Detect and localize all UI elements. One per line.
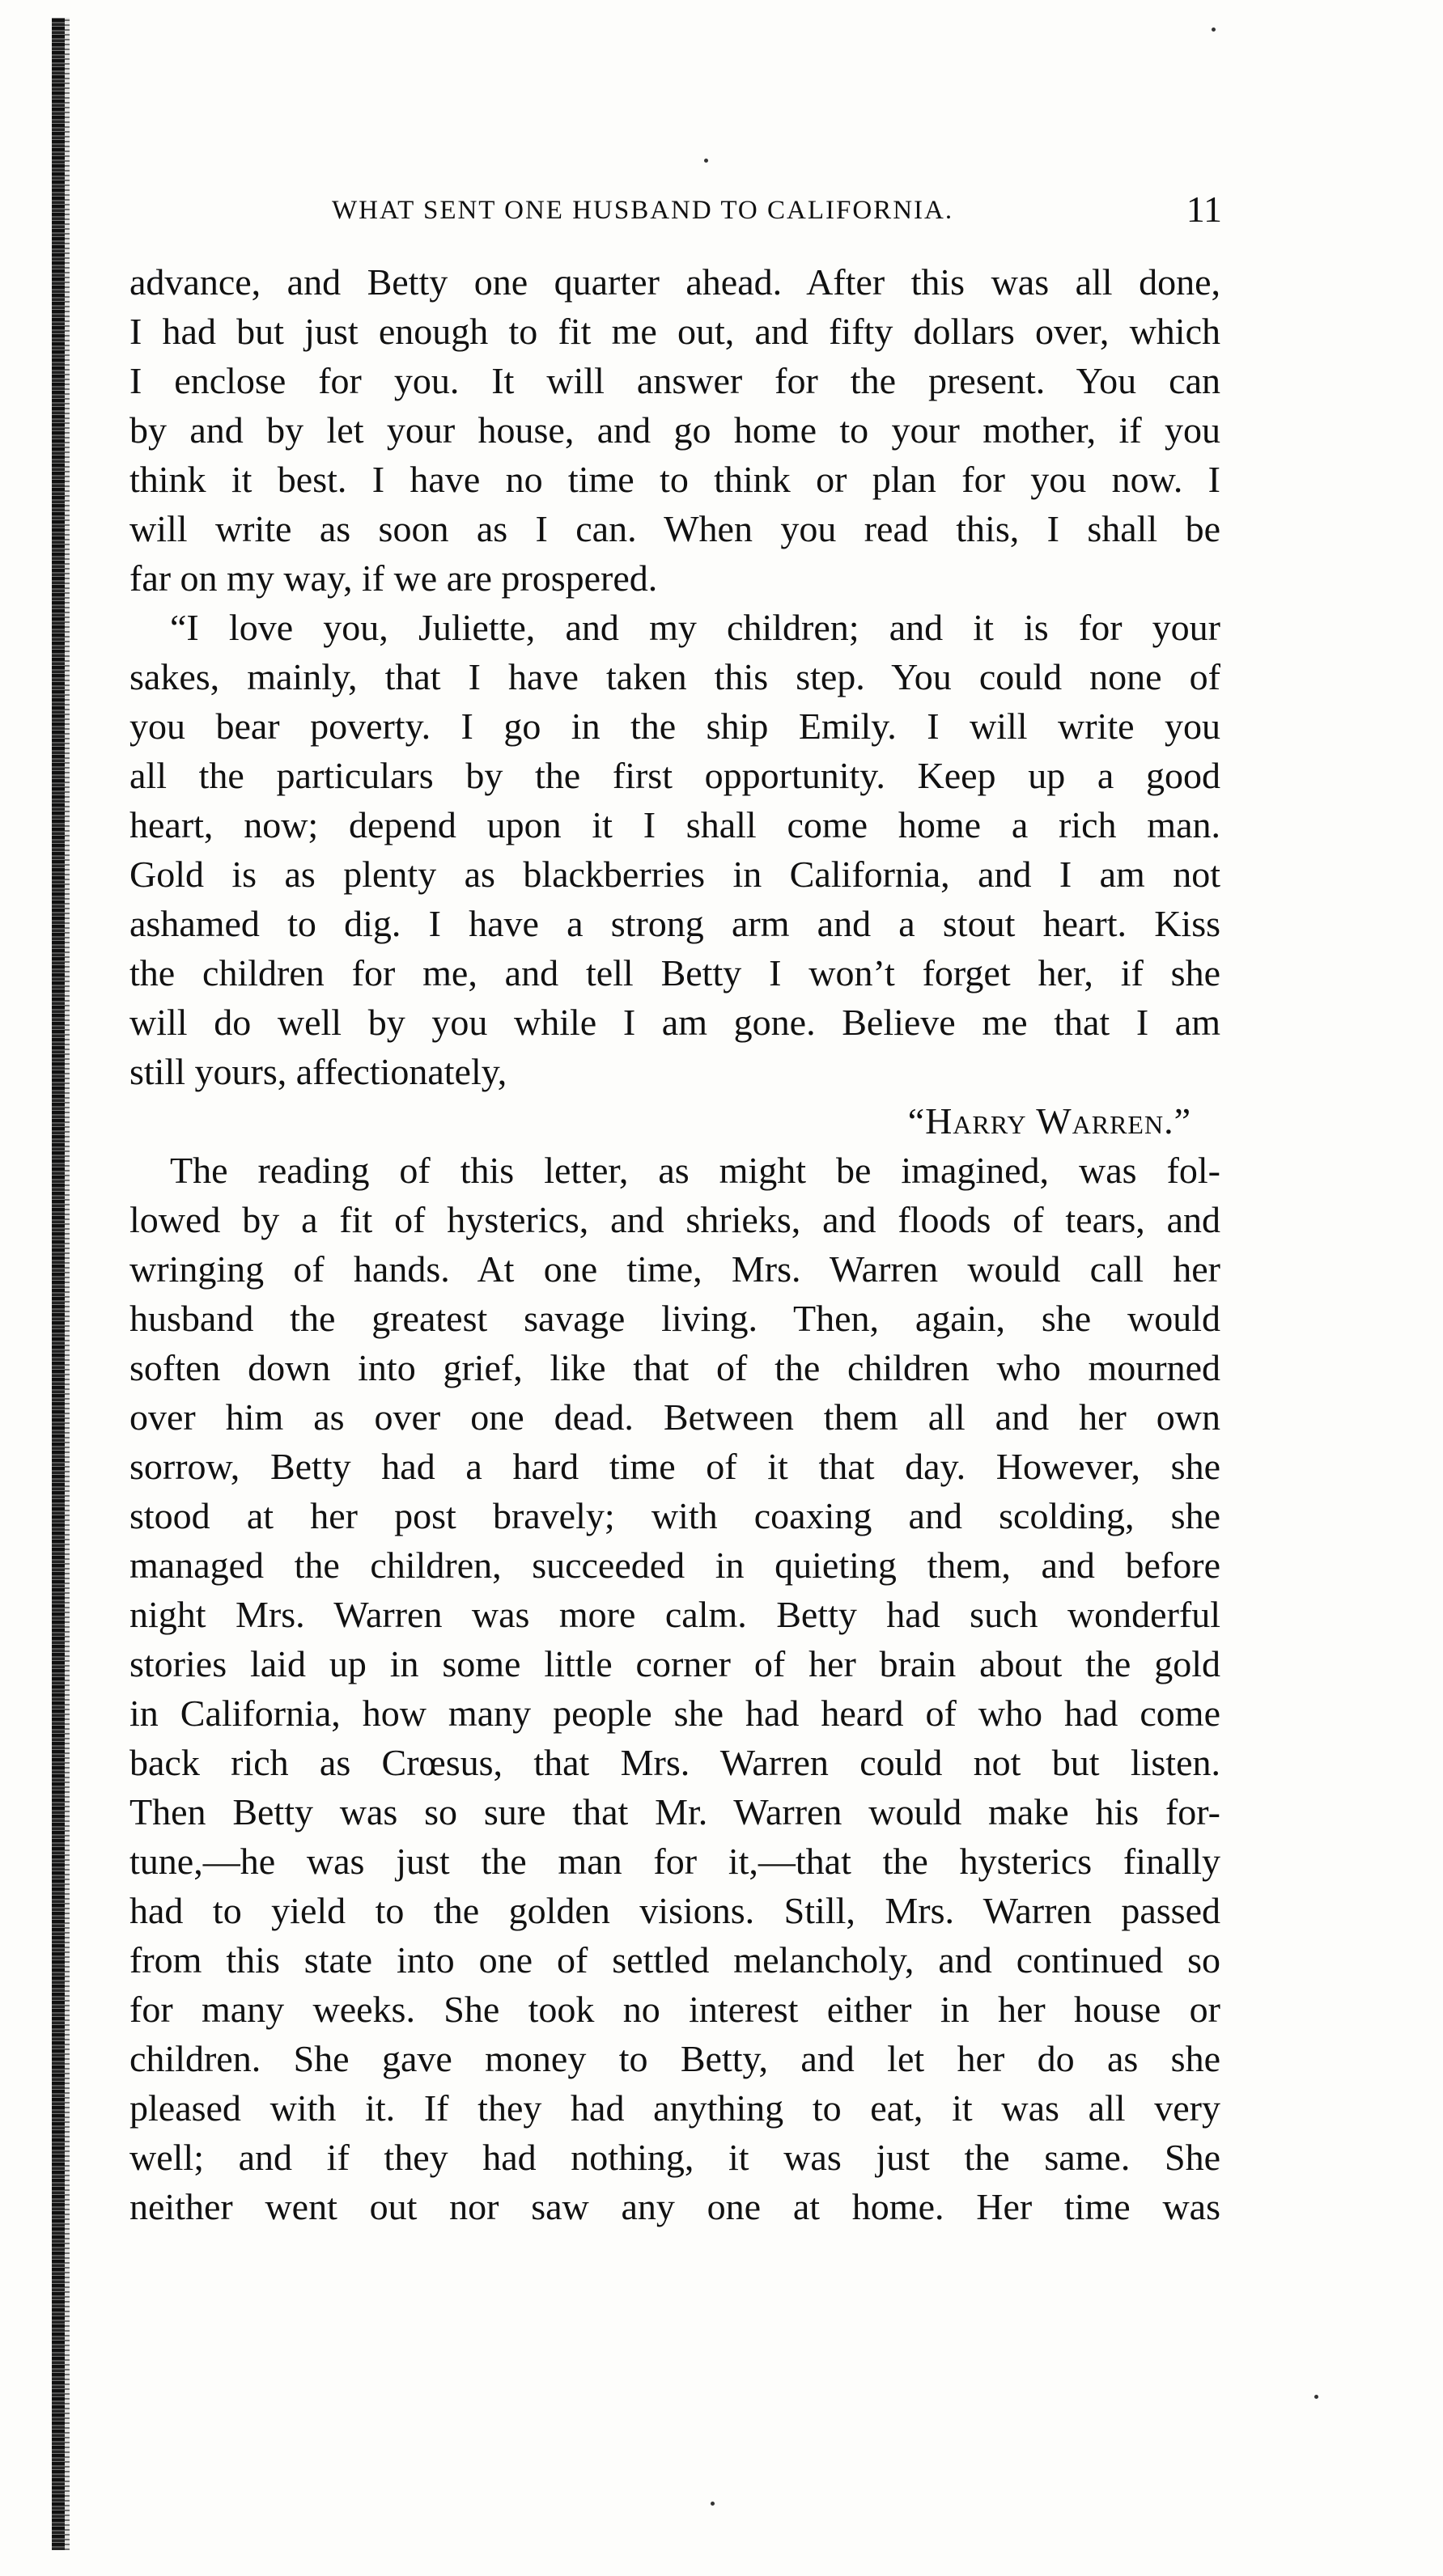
- text-line: soften down into grief, like that of the children who mourned: [129, 1347, 1220, 1388]
- text-line: well; and if they had nothing, it was just the same. She: [129, 2137, 1220, 2178]
- text-line: sorrow, Betty had a hard time of it that day. However, she: [129, 1446, 1220, 1487]
- text-line: Then Betty was so sure that Mr. Warren would make his for-: [129, 1791, 1220, 1832]
- paragraph-start-line: The reading of this letter, as might be imagined, was fol-: [170, 1150, 1220, 1191]
- body-text: [129, 257, 1220, 2231]
- text-line: far on my way, if we are prospered.: [129, 557, 658, 599]
- text-line: still yours, affectionately,: [129, 1051, 507, 1092]
- print-speck: [1314, 2395, 1318, 2399]
- text-line: advance, and Betty one quarter ahead. After this was all done,: [129, 261, 1220, 303]
- text-line: husband the greatest savage living. Then, again, she would: [129, 1298, 1220, 1339]
- paragraph-start-line: “I love you, Juliette, and my children; and it is for your: [170, 607, 1220, 648]
- text-line: sakes, mainly, that I have taken this step. You could none of: [129, 656, 1220, 697]
- text-line: the children for me, and tell Betty I won’t forget her, if she: [129, 952, 1220, 994]
- text-line: managed the children, succeeded in quieting them, and before: [129, 1544, 1220, 1586]
- text-line: night Mrs. Warren was more calm. Betty had such wonderful: [129, 1594, 1220, 1635]
- text-line: ashamed to dig. I have a strong arm and a stout heart. Kiss: [129, 903, 1220, 944]
- letter-signature: “Harry Warren.”: [907, 1100, 1191, 1142]
- text-line: stories laid up in some little corner of her brain about the gold: [129, 1643, 1220, 1684]
- print-speck: [711, 2502, 715, 2506]
- text-line: all the particulars by the first opportunity. Keep up a good: [129, 755, 1220, 796]
- text-line: for many weeks. She took no interest either in her house or: [129, 1989, 1220, 2030]
- text-line: children. She gave money to Betty, and let her do as she: [129, 2038, 1220, 2079]
- text-line: I enclose for you. It will answer for the present. You can: [129, 360, 1220, 401]
- text-line: will write as soon as I can. When you read this, I shall be: [129, 508, 1220, 549]
- print-speck: [704, 159, 708, 163]
- text-line: I had but just enough to fit me out, and fifty dollars over, which: [129, 311, 1220, 352]
- text-line: lowed by a fit of hysterics, and shrieks, and floods of tears, and: [129, 1199, 1220, 1240]
- text-line: in California, how many people she had heard of who had come: [129, 1693, 1220, 1734]
- running-title: WHAT SENT ONE HUSBAND TO CALIFORNIA.: [332, 196, 954, 225]
- text-line: you bear poverty. I go in the ship Emily. I will write you: [129, 705, 1220, 747]
- text-line: pleased with it. If they had anything to eat, it was all very: [129, 2087, 1220, 2129]
- text-line: from this state into one of settled melancholy, and continued so: [129, 1939, 1220, 1981]
- text-line: Gold is as plenty as blackberries in California, and I am not: [129, 854, 1220, 895]
- text-line: by and by let your house, and go home to your mother, if you: [129, 409, 1220, 451]
- binding-edge: [52, 18, 65, 2550]
- text-line: stood at her post bravely; with coaxing and scolding, she: [129, 1495, 1220, 1536]
- running-head: [129, 184, 1222, 233]
- text-line: tune,—he was just the man for it,—that the hysterics finally: [129, 1841, 1220, 1882]
- text-line: wringing of hands. At one time, Mrs. Warren would call her: [129, 1248, 1220, 1290]
- text-line: think it best. I have no time to think or plan for you now. I: [129, 459, 1220, 500]
- page-number: 11: [1186, 189, 1222, 230]
- text-line: will do well by you while I am gone. Believe me that I am: [129, 1002, 1220, 1043]
- text-line: heart, now; depend upon it I shall come home a rich man.: [129, 804, 1220, 845]
- text-line: back rich as Crœsus, that Mrs. Warren could not but listen.: [129, 1742, 1220, 1783]
- text-line: neither went out nor saw any one at home. Her time was: [129, 2186, 1220, 2227]
- print-speck: [1212, 28, 1216, 32]
- text-line: over him as over one dead. Between them all and her own: [129, 1396, 1220, 1438]
- text-line: had to yield to the golden visions. Still, Mrs. Warren passed: [129, 1890, 1220, 1931]
